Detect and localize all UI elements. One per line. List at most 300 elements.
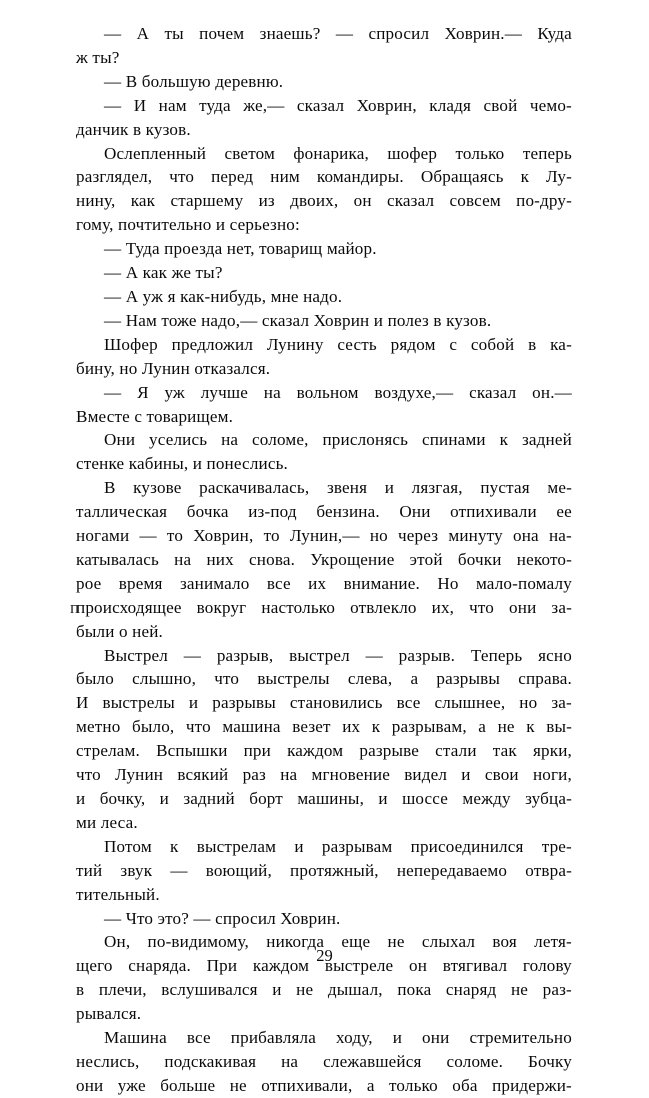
word: пока [397, 980, 432, 1000]
word: было, [131, 717, 175, 737]
word: на [263, 382, 281, 402]
word: летя- [534, 932, 572, 952]
word: и [159, 789, 169, 808]
word: Вспышки [156, 741, 228, 761]
word: отпихивали [450, 502, 537, 522]
word: Бочку [528, 1051, 572, 1071]
word: не [296, 980, 314, 1000]
word: Они [399, 502, 431, 522]
word: Машина [104, 1028, 167, 1048]
word: свои [484, 765, 519, 785]
text-line: — А уж я как-нибудь, мне надо. [104, 286, 343, 306]
word: она [513, 526, 539, 546]
word: он [409, 956, 428, 976]
word: везет [292, 717, 331, 737]
word: воющий, [205, 860, 272, 880]
word: каждом [287, 741, 344, 761]
text-line: данчик в кузов. [76, 119, 191, 139]
word: выстрелы [102, 693, 175, 713]
word: и [294, 836, 304, 856]
word: плечи, [98, 980, 147, 1000]
text-line [76, 691, 572, 715]
word: стрелам. [76, 741, 140, 761]
word: никогда [266, 932, 325, 952]
word: к [170, 836, 179, 856]
word: снаряд [445, 980, 497, 1000]
word: справа. [518, 669, 572, 689]
word: разрывы [212, 693, 276, 713]
word: снаряда. [128, 956, 191, 976]
word: все [396, 693, 421, 713]
word: разрывам, [391, 717, 467, 737]
word: и [461, 765, 471, 785]
word: что [185, 717, 211, 737]
text-line: — Нам тоже надо,— сказал Ховрин и полез в кузов. [104, 310, 492, 330]
word: рядом [390, 334, 436, 354]
word: Лу- [546, 167, 572, 187]
word: тий [76, 860, 103, 880]
word: выстрел [289, 645, 350, 665]
word: настолько [261, 597, 336, 617]
word: ты [164, 24, 184, 43]
word: подскакивая [164, 1051, 257, 1071]
word: а [478, 717, 487, 737]
word: что [169, 167, 195, 187]
word: Но [437, 573, 459, 593]
word: не [497, 717, 515, 737]
word: отвлекло [350, 597, 417, 617]
word: к [371, 717, 381, 737]
word: тре- [541, 836, 572, 856]
word: п происходящее [76, 597, 182, 617]
text-line: — Что это? — спросил Ховрин. [104, 908, 341, 928]
text-line: — В большую деревню. [104, 71, 284, 91]
word: вокруг [196, 597, 247, 617]
text-line [76, 1074, 572, 1098]
word: Шофер [104, 334, 158, 354]
text-line [76, 500, 572, 524]
word: видел [404, 765, 448, 785]
word: — [365, 645, 383, 665]
text-line [76, 142, 572, 166]
word: сесть [337, 334, 377, 354]
text-line: были о ней. [76, 621, 163, 641]
word: — [104, 382, 122, 402]
paragraph [76, 1026, 572, 1098]
paragraph [76, 94, 572, 142]
word: кладя [429, 95, 472, 115]
text-line [76, 1026, 572, 1050]
text-line: Вместе с товарищем. [76, 406, 234, 426]
word: Они [104, 430, 136, 450]
word: ярки, [532, 741, 572, 761]
word: Лунину [266, 334, 324, 354]
word: шофер [387, 143, 438, 163]
word: фонарика, [293, 143, 369, 163]
paragraph [76, 70, 572, 94]
word: а [366, 1075, 375, 1095]
word: светом [224, 143, 275, 163]
paragraph [76, 237, 572, 261]
word: бочки [457, 549, 502, 569]
word: катывалась [76, 549, 159, 569]
paragraph [76, 644, 572, 835]
text-line [76, 165, 572, 189]
text-line [76, 859, 572, 883]
word: так [492, 741, 517, 761]
word: к [520, 167, 530, 187]
word: уже [117, 1075, 146, 1095]
word: Я [137, 382, 149, 402]
word: только [388, 1075, 438, 1095]
word: соломе. [446, 1051, 504, 1071]
text-line [76, 381, 572, 405]
word: за- [551, 693, 572, 713]
word: прибавляла [230, 1028, 316, 1048]
text-line [76, 94, 572, 118]
word: Ховрин, [193, 526, 254, 546]
word: Теперь [470, 645, 523, 665]
word: между [462, 789, 511, 808]
word: А [136, 24, 150, 43]
word: двоих, [290, 191, 339, 211]
word: ногами [76, 526, 130, 546]
word: слышно, [132, 669, 197, 689]
word: щего [76, 956, 113, 976]
word: при [243, 741, 271, 761]
word: стремительно [469, 1028, 572, 1048]
word: было [76, 669, 114, 689]
word: а [410, 669, 419, 689]
word: из-под [248, 502, 297, 522]
word: ходу, [336, 1028, 373, 1048]
word: нину, [76, 191, 116, 211]
word: присоединился [410, 836, 524, 856]
word: отвра- [525, 860, 572, 880]
text-line [76, 428, 572, 452]
word: еще [341, 932, 371, 952]
paragraph [76, 381, 572, 429]
word: лязгая, [411, 478, 463, 498]
word: воздухе,— [374, 382, 454, 402]
word: Укрощение [310, 549, 395, 569]
word: раз- [542, 980, 572, 1000]
word: занимало [179, 573, 250, 593]
word: — [335, 24, 354, 43]
word: всякий [177, 765, 229, 785]
word: то [263, 526, 280, 546]
word: но [519, 693, 538, 713]
paragraph [76, 835, 572, 907]
word: придержи- [492, 1075, 572, 1095]
word: бензина. [316, 502, 380, 522]
word: по-дру- [516, 191, 572, 211]
text-line [76, 22, 572, 46]
word: Ховрин.— [444, 24, 522, 43]
text-line [76, 548, 572, 572]
word: они [509, 597, 537, 617]
word: как [130, 191, 156, 211]
text-line: — А как же ты? [104, 263, 223, 283]
word: зубца- [525, 789, 572, 808]
word: раскачивалась, [199, 478, 310, 498]
paragraph [76, 261, 572, 285]
word: — [104, 95, 122, 115]
text-line: ми леса. [76, 812, 138, 832]
paragraph [76, 428, 572, 476]
word: рое [76, 573, 102, 593]
word: они [422, 1028, 450, 1048]
word: их [308, 573, 327, 593]
word: он [353, 191, 372, 211]
word: спинами [421, 430, 486, 450]
text-line [76, 333, 572, 357]
word: Обращаясь [420, 167, 504, 187]
word: протяжный, [290, 860, 379, 880]
word: и [384, 478, 395, 498]
word: и [272, 980, 282, 1000]
word: и [378, 789, 388, 808]
word: ясно [538, 645, 572, 665]
paragraph [76, 907, 572, 931]
paragraph [76, 22, 572, 70]
word: разрыв. [398, 645, 456, 665]
word: уж [164, 382, 185, 402]
word: Он, [104, 932, 131, 952]
word: из [258, 191, 275, 211]
word: же,— [243, 95, 285, 115]
word: — [104, 24, 122, 43]
word: и [392, 1028, 403, 1048]
word: командиры. [316, 167, 404, 187]
word: нам [158, 95, 187, 115]
word: мало-помалу [475, 573, 572, 593]
text-line [76, 787, 572, 811]
text-line [76, 1050, 572, 1074]
word: но [369, 526, 388, 546]
word: разрыв, [216, 645, 274, 665]
word: воя [492, 932, 517, 952]
word: выстрелы [257, 669, 330, 689]
word: непередаваемо [396, 860, 508, 880]
word: втягивал [442, 956, 508, 976]
word: звук [120, 860, 153, 880]
word: только [455, 143, 505, 163]
word: знаешь? [259, 24, 321, 43]
text-line: рывался. [76, 1004, 142, 1024]
word: свой [483, 95, 518, 115]
text-line: гому, почтительно и серьезно: [76, 215, 300, 235]
text-line: тительный. [76, 884, 160, 904]
word: не [229, 1075, 247, 1095]
text-line: стенке кабины, и понеслись. [76, 454, 289, 474]
word: к [526, 717, 535, 737]
word: и [76, 789, 86, 808]
word: метно [76, 717, 121, 737]
word: прислонясь [322, 430, 409, 450]
word: И [133, 95, 147, 115]
word: бочку, [99, 789, 146, 808]
word: на [221, 430, 239, 450]
word: этой [409, 549, 443, 569]
word: через [398, 526, 439, 546]
word: уселись [149, 430, 208, 450]
page-number: 29 [316, 946, 333, 965]
word: И [76, 693, 89, 713]
word: по-видимому, [147, 932, 249, 952]
word: стали [435, 741, 477, 761]
text-line [76, 715, 572, 739]
word: них [206, 549, 234, 569]
word: слышнее, [434, 693, 506, 713]
page-text-block [76, 22, 572, 1098]
paragraph [76, 142, 572, 238]
word: что [214, 669, 240, 689]
word: туда [199, 95, 231, 115]
word: все [266, 573, 291, 593]
word: таллическая [76, 502, 168, 522]
text-line [76, 978, 572, 1002]
text-line [76, 476, 572, 500]
word: почем [199, 24, 245, 43]
word: выстрелам [196, 836, 277, 856]
word: Потом [104, 836, 152, 856]
word: бочка [186, 502, 229, 522]
word: звеня [326, 478, 368, 498]
word: раз [242, 765, 266, 785]
word: Выстрел [104, 645, 169, 665]
word: и [188, 693, 199, 713]
text-line [76, 763, 572, 787]
word: — [170, 860, 188, 880]
word: Лунин,— [289, 526, 360, 546]
word: кузове [133, 478, 182, 498]
paragraph [76, 930, 572, 1026]
word: на [281, 1051, 299, 1071]
word: лучше [200, 382, 248, 402]
word: старшему [170, 191, 244, 211]
paragraph [76, 476, 572, 643]
word: их [342, 717, 361, 737]
word: собой [470, 334, 515, 354]
text-line: — Туда проезда нет, товарищ майор. [104, 239, 377, 259]
word: выстреле [324, 956, 394, 976]
word: ка- [550, 334, 572, 354]
paragraph [76, 333, 572, 381]
word: за- [551, 597, 572, 617]
word: становились [289, 693, 383, 713]
word: разрыве [359, 741, 420, 761]
word: машины, [297, 789, 365, 808]
text-line [76, 524, 572, 548]
word: не [387, 932, 405, 952]
word: сказал [469, 382, 517, 402]
word: некото- [516, 549, 572, 569]
text-line [76, 189, 572, 213]
word: В [104, 478, 116, 498]
word: предложил [171, 334, 254, 354]
word: совсем [449, 191, 501, 211]
word: снова. [249, 549, 296, 569]
word: на [280, 765, 298, 785]
word: разглядел, [76, 167, 153, 187]
word: вслушивался [161, 980, 258, 1000]
word: слева, [347, 669, 393, 689]
paragraph [76, 309, 572, 333]
word: к [499, 430, 509, 450]
word: спросил [368, 24, 430, 43]
word: неслись, [76, 1051, 140, 1071]
word: что [76, 765, 101, 785]
word: отпихивали, [261, 1075, 353, 1095]
word: минуту [448, 526, 503, 546]
word: оба [452, 1075, 478, 1095]
word: — [139, 526, 157, 546]
word: Ховрин, [356, 95, 417, 115]
word: внимание. [343, 573, 420, 593]
word: не [510, 980, 529, 1000]
word: каждом [252, 956, 310, 976]
word: чемо- [529, 95, 572, 115]
word: то [166, 526, 184, 546]
word: сказал [296, 95, 345, 115]
word: на- [548, 526, 572, 546]
word: При [206, 956, 238, 976]
text-line [76, 739, 572, 763]
word: что [469, 597, 495, 617]
word: борт [249, 789, 283, 808]
word: ним [270, 167, 300, 187]
text-line: ж ты? [76, 47, 120, 67]
word: в [528, 334, 537, 354]
word: теперь [522, 143, 572, 163]
word: вы- [546, 717, 572, 737]
word: время [118, 573, 163, 593]
word: задний [183, 789, 235, 808]
word: дышал, [327, 980, 383, 1000]
word: Лунин [115, 765, 164, 785]
text-line [76, 835, 572, 859]
word: больше [160, 1075, 216, 1095]
text-line [76, 644, 572, 668]
word: Куда [537, 24, 572, 43]
word: ее [556, 502, 572, 522]
word: ме- [547, 478, 572, 498]
word: они [76, 1075, 104, 1095]
word: вольном [296, 382, 359, 402]
word: их, [431, 597, 455, 617]
text-line [76, 667, 572, 691]
word: мгновение [311, 765, 390, 785]
word: сказал [386, 191, 435, 211]
paragraph [76, 285, 572, 309]
text-line [76, 596, 572, 620]
word: все [186, 1028, 211, 1048]
text-line [76, 572, 572, 596]
word: в [76, 980, 85, 1000]
word: с [449, 334, 458, 354]
word: разрывы [436, 669, 501, 689]
word: — [183, 645, 202, 665]
text-line: бину, но Лунин отказался. [76, 358, 271, 378]
word: он.— [532, 382, 572, 402]
word: перед [211, 167, 254, 187]
word: машина [222, 717, 281, 737]
word: соломе, [252, 430, 309, 450]
word: пустая [480, 478, 530, 498]
word: слежавшейся [323, 1051, 422, 1071]
word: ноги, [532, 765, 572, 785]
